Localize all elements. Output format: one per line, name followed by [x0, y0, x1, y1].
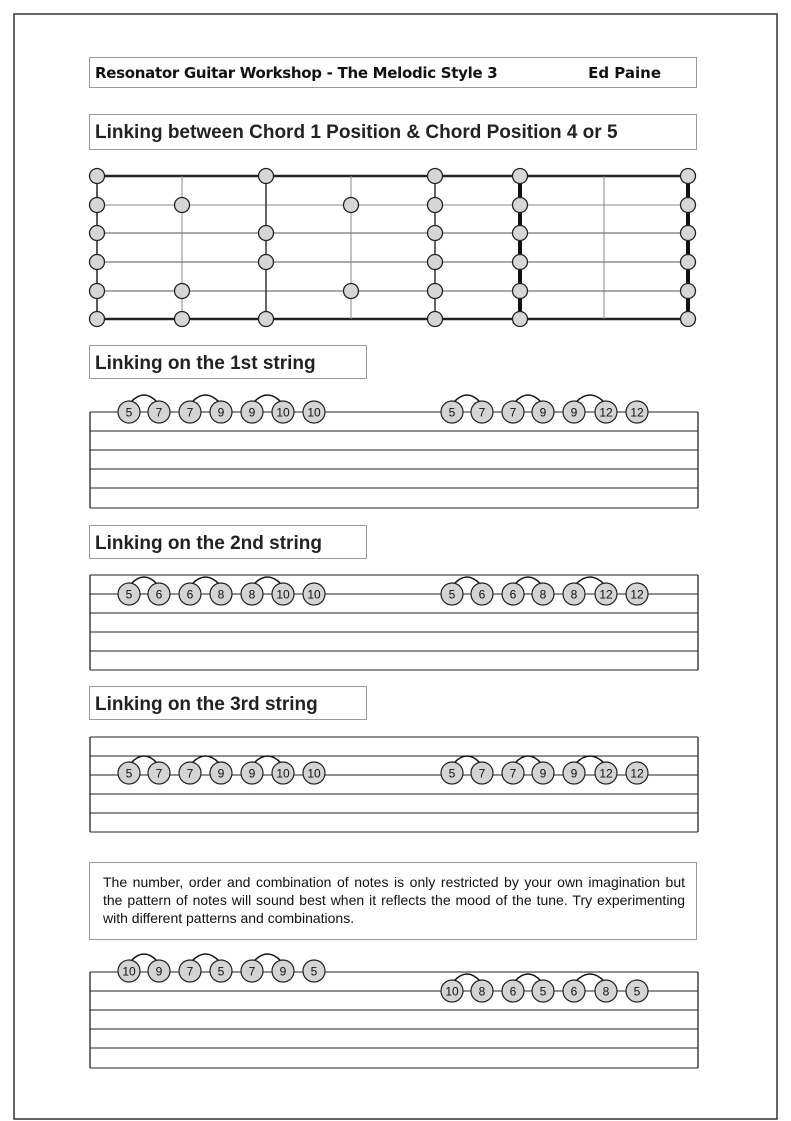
staff-1-left-note-label: 7 — [186, 405, 194, 420]
tab-staves — [90, 395, 698, 1068]
fretboard-dot — [259, 312, 274, 327]
staff-2-left-note-label: 10 — [307, 587, 321, 602]
staff-2-left-note-label: 5 — [125, 587, 133, 602]
section-2-title: Linking on the 2nd string — [95, 533, 322, 554]
staff-4-left-note-label: 9 — [279, 964, 287, 979]
fretboard-dot — [428, 226, 443, 241]
staff-2-left-note-label: 6 — [155, 587, 163, 602]
staff-3-left-note-label: 9 — [248, 766, 256, 781]
fretboard-dot — [259, 255, 274, 270]
fretboard-title-box — [89, 114, 697, 150]
staff-4-right-note-label: 6 — [570, 984, 578, 999]
fretboard-dot — [681, 312, 696, 327]
fretboard-dot — [513, 284, 528, 299]
staff-4-right-slur — [576, 974, 604, 981]
staff-4-left-note-label: 5 — [310, 964, 318, 979]
note-box — [89, 862, 697, 940]
section-2-title-box — [89, 525, 367, 559]
staff-1-left-note-label: 5 — [125, 405, 133, 420]
staff-3-left-note-label: 9 — [217, 766, 225, 781]
staff-4-left-slur — [131, 954, 157, 961]
fretboard-dot — [428, 255, 443, 270]
fretboard-dot — [90, 226, 105, 241]
fretboard-dot — [681, 198, 696, 213]
staff-3-left-slur — [131, 756, 157, 763]
fretboard-dot — [681, 284, 696, 299]
fretboard-dot — [681, 169, 696, 184]
section-1-title-box — [89, 345, 367, 379]
fretboard-dot — [681, 255, 696, 270]
staff-3-right-slur — [576, 756, 604, 763]
staff-3-right-note-label: 9 — [570, 766, 578, 781]
fretboard-dot — [428, 284, 443, 299]
staff-1-right-slur — [576, 395, 604, 402]
staff-1-left-note-label: 9 — [248, 405, 256, 420]
staff-2-right-note-label: 8 — [539, 587, 547, 602]
fretboard-dot — [259, 169, 274, 184]
staff-4-right-slur — [454, 974, 480, 981]
staff-4-right-note-label: 8 — [478, 984, 486, 999]
fretboard-dot — [428, 198, 443, 213]
staff-2-left-slur — [192, 577, 219, 584]
staff-4-left-note-label: 7 — [186, 964, 194, 979]
staff-4-left-slur — [192, 954, 219, 961]
fretboard-dot — [428, 312, 443, 327]
staff-1-right-slur — [454, 395, 480, 402]
fretboard-diagram — [90, 169, 696, 327]
staff-3-left-slur — [192, 756, 219, 763]
staff-3-right-note-label: 5 — [448, 766, 456, 781]
header-title: Resonator Guitar Workshop - The Melodic Style 3 — [95, 64, 498, 82]
header-author: Ed Paine — [588, 64, 661, 82]
section-3-title-box — [89, 686, 367, 720]
staff-3-left-note-label: 7 — [155, 766, 163, 781]
staff-1-right-slur — [515, 395, 541, 402]
fretboard-dot — [259, 226, 274, 241]
staff-1-left-slur — [192, 395, 219, 402]
staff-1-right-note-label: 9 — [539, 405, 547, 420]
staff-4-right-note-label: 10 — [445, 984, 459, 999]
fretboard-dot — [428, 169, 443, 184]
staff-4-left-note-label: 5 — [217, 964, 225, 979]
staff-3-left-note-label: 7 — [186, 766, 194, 781]
staff-2-right-note-label: 12 — [599, 587, 613, 602]
staff-2-right-slur — [515, 577, 541, 584]
header-box — [89, 57, 697, 88]
staff-2-right-note-label: 5 — [448, 587, 456, 602]
note-text: The number, order and combination of notes is only restricted by your own imagination but the pattern of notes will sound best when it reflects the mood of the tune. Try experimenting with different patterns and combinations. — [103, 874, 685, 926]
fretboard-title: Linking between Chord 1 Position & Chord Position 4 or 5 — [95, 122, 618, 143]
staff-4-left-note-label: 10 — [122, 964, 136, 979]
staff-2-right-slur — [576, 577, 604, 584]
staff-1-left-slur — [131, 395, 157, 402]
staff-1-left-note-label: 7 — [155, 405, 163, 420]
staff-2-right-note-label: 8 — [570, 587, 578, 602]
staff-3-right-note-label: 12 — [630, 766, 644, 781]
staff-1-right-note-label: 9 — [570, 405, 578, 420]
staff-3-left-slur — [254, 756, 281, 763]
staff-2-left-slur — [131, 577, 157, 584]
staff-2-left-note-label: 8 — [217, 587, 225, 602]
staff-4-right-note-label: 5 — [539, 984, 547, 999]
fretboard-dot — [681, 226, 696, 241]
staff-4-left-slur — [254, 954, 281, 961]
staff-3-right-note-label: 7 — [509, 766, 517, 781]
staff-3-left-note-label: 5 — [125, 766, 133, 781]
staff-4-right-slur — [515, 974, 541, 981]
staff-2-right-note-label: 6 — [478, 587, 486, 602]
staff-1-right-note-label: 5 — [448, 405, 456, 420]
staff-4-right-note-label: 8 — [602, 984, 610, 999]
fretboard-dot — [175, 312, 190, 327]
staff-2-right-note-label: 12 — [630, 587, 644, 602]
section-1-title: Linking on the 1st string — [95, 353, 316, 374]
staff-3-right-slur — [454, 756, 480, 763]
staff-2-left-note-label: 10 — [276, 587, 290, 602]
staff-4-right-note-label: 6 — [509, 984, 517, 999]
staff-1-left-note-label: 10 — [276, 405, 290, 420]
fretboard-dot — [90, 284, 105, 299]
staff-3-left-note-label: 10 — [307, 766, 321, 781]
page-border — [14, 14, 777, 1119]
staff-2-right-note-label: 6 — [509, 587, 517, 602]
staff-2-right-slur — [454, 577, 480, 584]
fretboard-dot — [513, 169, 528, 184]
fretboard-dot — [175, 284, 190, 299]
staff-4-left-note-label: 7 — [248, 964, 256, 979]
fretboard-dot — [344, 284, 359, 299]
staff-1-right-note-label: 7 — [478, 405, 486, 420]
staff-4-left-note-label: 9 — [155, 964, 163, 979]
fretboard-dot — [513, 226, 528, 241]
fretboard-dot — [90, 169, 105, 184]
fretboard-dot — [90, 312, 105, 327]
staff-1-right-note-label: 12 — [630, 405, 644, 420]
staff-2-left-note-label: 6 — [186, 587, 194, 602]
staff-3-right-note-label: 7 — [478, 766, 486, 781]
fretboard-dot — [513, 255, 528, 270]
staff-1-left-slur — [254, 395, 281, 402]
fretboard-dot — [175, 198, 190, 213]
staff-1-left-note-label: 9 — [217, 405, 225, 420]
fretboard-dot — [513, 312, 528, 327]
staff-3-left-note-label: 10 — [276, 766, 290, 781]
staff-1-right-note-label: 7 — [509, 405, 517, 420]
staff-2-left-slur — [254, 577, 281, 584]
staff-3-right-note-label: 9 — [539, 766, 547, 781]
fretboard-dot — [90, 255, 105, 270]
staff-2-left-note-label: 8 — [248, 587, 256, 602]
staff-3-right-slur — [515, 756, 541, 763]
fretboard-dot — [90, 198, 105, 213]
fretboard-dot — [513, 198, 528, 213]
staff-1-right-note-label: 12 — [599, 405, 613, 420]
staff-3-right-note-label: 12 — [599, 766, 613, 781]
section-3-title: Linking on the 3rd string — [95, 694, 318, 715]
fretboard-dot — [344, 198, 359, 213]
staff-1-left-note-label: 10 — [307, 405, 321, 420]
staff-4-right-note-label: 5 — [633, 984, 641, 999]
